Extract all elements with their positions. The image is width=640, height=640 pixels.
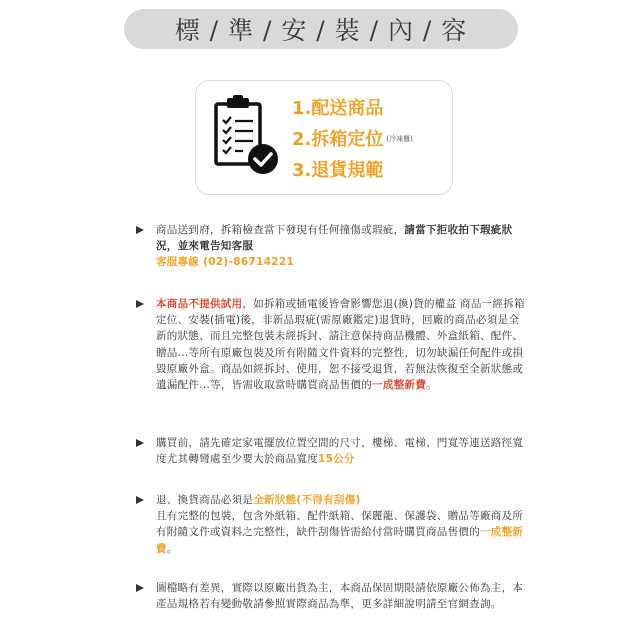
step-3: 3.退貨規範: [292, 160, 384, 181]
notice-image-disclaimer: 圖檔略有差異，實際以原廠出貨為主，本商品保固期限請依原廠公佈為主，本產品規格若有變動敬請參照實際商品為準，更多詳細說明請至官網查詢。: [136, 580, 526, 612]
triangle-right-icon: [136, 226, 144, 234]
page-title: 標 / 準 / 安 / 裝 / 內 / 容: [174, 16, 468, 45]
notice-no-trial: 本商品不提供試用，如拆箱或插電後皆會影響您退(換)貨的權益 商品一經拆箱定位、安裝(插電)後，非新品瑕疵(需原廠鑑定)退貨時，回廠的商品必須是全新的狀態、而且完整包裝未經拆封、請注意保持商品機體、外盒紙箱、配件、贈品...等所有原廠包裝及所有附隨文件資料的完整性，切勿缺漏任何配件或損毀原廠外盒。商品如經拆封、使用，恕不接受退貨，若無法恢復至全新狀態或遺漏配件...等，皆需收取當時購買商品售價的一成整新費。: [136, 296, 526, 393]
title-bar: [124, 9, 518, 49]
notice-space-check: 購買前，請先確定家電擺放位置空間的尺寸，樓梯、電梯、門寬等連送路徑寬度尤其轉彎處至少要大於商品寬度15公分: [136, 435, 526, 467]
triangle-right-icon: [136, 300, 144, 308]
triangle-right-icon: [136, 584, 144, 592]
steps-list: [292, 93, 413, 186]
triangle-right-icon: [136, 496, 144, 504]
step-2: 2.拆箱定位 $^{(冷凍櫃)}$: [292, 129, 413, 150]
step-2-note: (冷凍櫃): [386, 135, 413, 143]
clipboard-check-icon: [213, 95, 281, 177]
notice-return-condition: 退、換貨商品必須是全新狀態(不得有刮傷) 且有完整的包裝，包含外紙箱、配件紙箱、保麗龍、保護袋、贈品等廠商及所有附隨文件或資料之完整性，缺件刮傷皆需給付當時購買商品售價的一成整新費。: [136, 492, 526, 557]
steps-card: [195, 80, 453, 195]
step-1: 1.配送商品: [292, 98, 384, 119]
triangle-right-icon: [136, 439, 144, 447]
service-hotline: 客服專線 (02)-86714221: [156, 256, 295, 269]
notice-delivery-check: 商品送到府，拆箱檢查當下發現有任何撞傷或瑕疵，請當下拒收拍下瑕疵狀況，並來電告知客服 客服專線 (02)-86714221: [136, 222, 526, 271]
